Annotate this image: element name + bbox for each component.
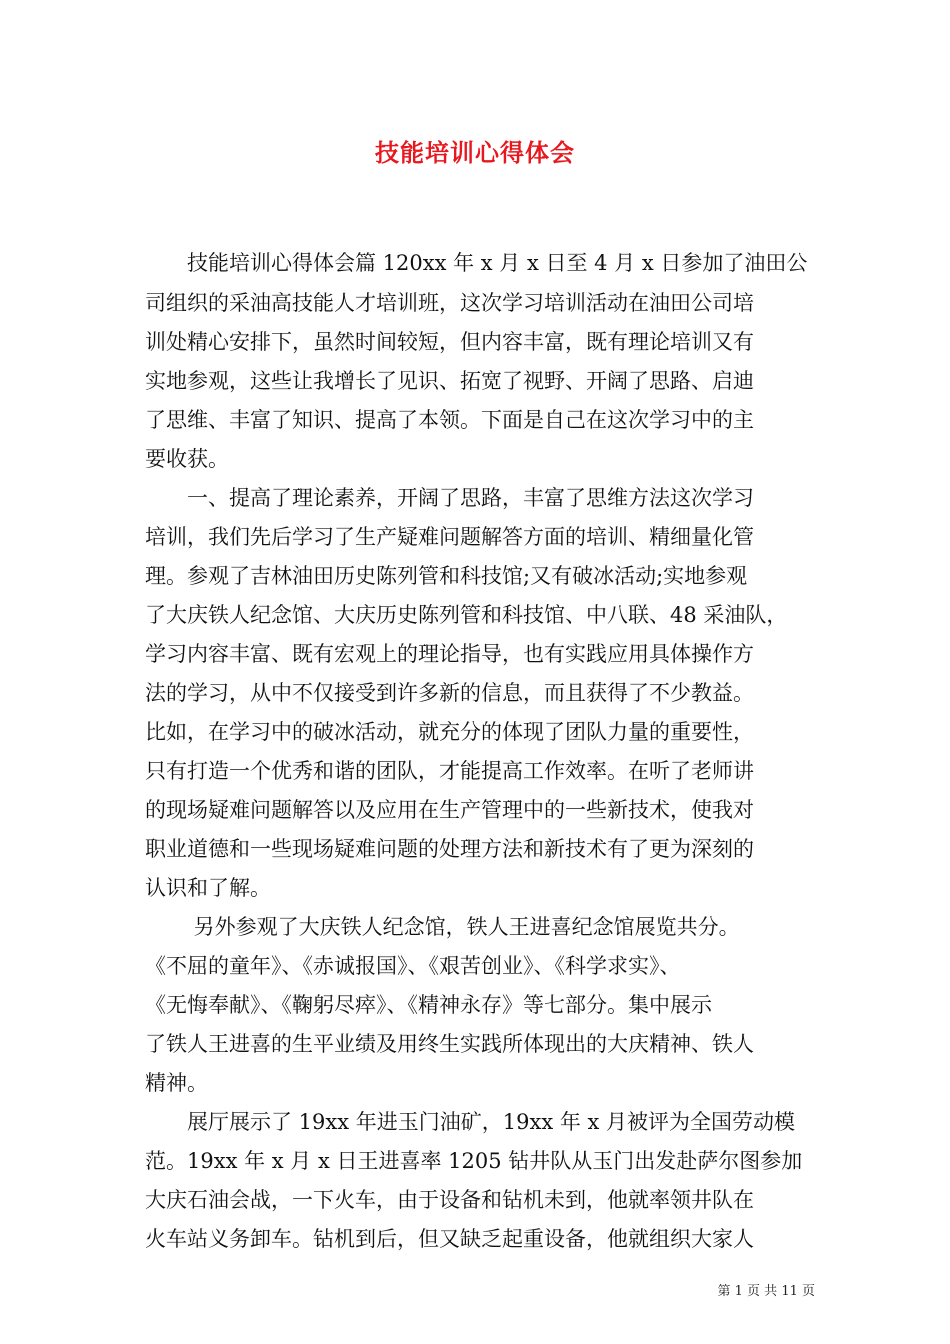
- text-line: 了大庆铁人纪念馆、大庆历史陈列管和科技馆、中八联、48 采油队，: [145, 603, 788, 627]
- text-line: 展厅展示了 19xx 年进玉门油矿，19xx 年 x 月被评为全国劳动模: [145, 1110, 796, 1134]
- text-line: 司组织的采油高技能人才培训班，这次学习培训活动在油田公司培: [145, 291, 754, 315]
- text-line: 大庆石油会战，一下火车，由于设备和钻机未到，他就率领井队在: [145, 1188, 754, 1212]
- text-line: 学习内容丰富、既有宏观上的理论指导，也有实践应用具体操作方: [145, 642, 754, 666]
- text-line: 认识和了解。: [145, 876, 271, 900]
- text-line: 火车站义务卸车。钻机到后，但又缺乏起重设备，他就组织大家人: [145, 1227, 754, 1251]
- text-line: 《无悔奉献》、《鞠躬尽瘁》、《精神永存》等七部分。集中展示: [145, 993, 712, 1017]
- text-line: 只有打造一个优秀和谐的团队，才能提高工作效率。在听了老师讲: [145, 759, 754, 783]
- text-line: 训处精心安排下，虽然时间较短，但内容丰富，既有理论培训又有: [145, 330, 754, 354]
- text-line: 理。参观了吉林油田历史陈列管和科技馆;又有破冰活动;实地参观: [145, 564, 748, 588]
- text-line: 精神。: [145, 1071, 208, 1095]
- text-line: 培训，我们先后学习了生产疑难问题解答方面的培训、精细量化管: [145, 525, 754, 549]
- page-number: 第 1 页 共 11 页: [717, 1284, 815, 1299]
- text-line: 技能培训心得体会篇 120xx 年 x 月 x 日至 4 月 x 日参加了油田公: [145, 251, 808, 275]
- text-line: 另外参观了大庆铁人纪念馆，铁人王进喜纪念馆展览共分。: [145, 915, 740, 939]
- text-line: 《不屈的童年》、《赤诚报国》、《艰苦创业》、《科学求实》、: [145, 954, 681, 978]
- text-line: 法的学习，从中不仅接受到许多新的信息，而且获得了不少教益。: [145, 681, 754, 705]
- text-line: 实地参观，这些让我增长了见识、拓宽了视野、开阔了思路、启迪: [145, 369, 754, 393]
- text-line: 一、提高了理论素养，开阔了思路，丰富了思维方法这次学习: [145, 486, 754, 510]
- text-line: 了思维、丰富了知识、提高了本领。下面是自己在这次学习中的主: [145, 408, 754, 432]
- text-line: 了铁人王进喜的生平业绩及用终生实践所体现出的大庆精神、铁人: [145, 1032, 754, 1056]
- text-line: 比如，在学习中的破冰活动，就充分的体现了团队力量的重要性，: [145, 720, 754, 744]
- text-line: 范。19xx 年 x 月 x 日王进喜率 1205 钻井队从玉门出发赴萨尔图参加: [145, 1149, 803, 1173]
- page-title: 技能培训心得体会: [375, 138, 575, 167]
- text-line: 要收获。: [145, 447, 229, 471]
- text-line: 职业道德和一些现场疑难问题的处理方法和新技术有了更为深刻的: [145, 837, 754, 861]
- text-line: 的现场疑难问题解答以及应用在生产管理中的一些新技术，使我对: [145, 798, 754, 822]
